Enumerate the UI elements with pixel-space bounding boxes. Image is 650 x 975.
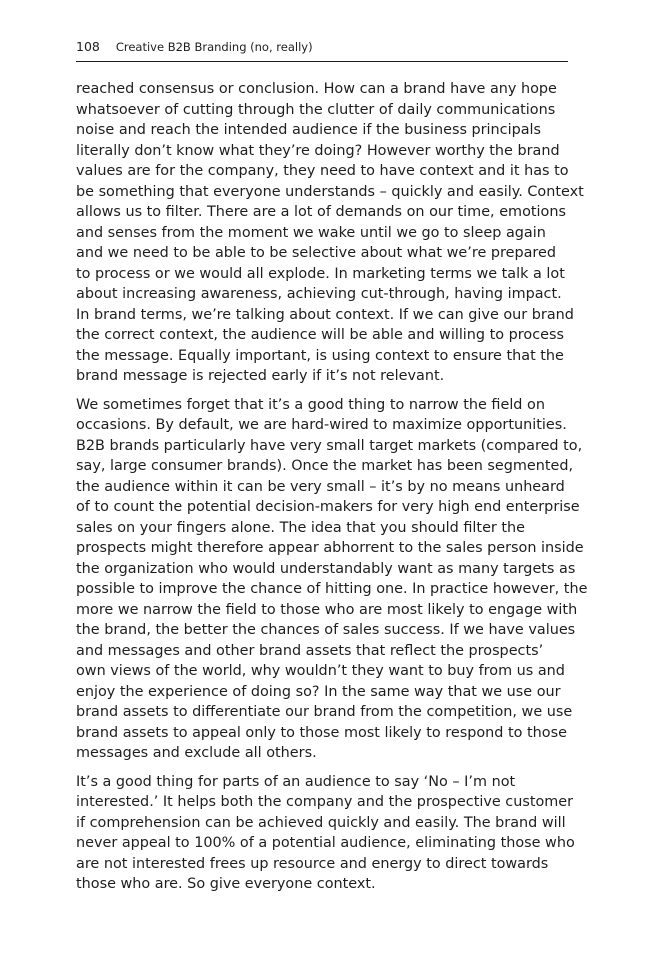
text-line: say, large consumer brands). Once the market has been segmented,	[76, 458, 574, 474]
text-line: if comprehension can be achieved quickly and easily. The brand will	[76, 814, 566, 831]
text-line: enjoy the experience of doing so? In the same way that we use our	[76, 683, 561, 700]
text-line: possible to improve the chance of hitting one. In practice however, the	[76, 581, 588, 597]
text-line: noise and reach the intended audience if the business principals	[76, 122, 542, 138]
text-line: values are for the company, they need to have context and it has to	[76, 163, 569, 179]
text-line: reached consensus or conclusion. How can a brand have any hope	[76, 81, 557, 97]
text-line: about increasing awareness, achieving cut-through, having impact.	[76, 286, 562, 302]
paragraph	[76, 395, 588, 764]
text-line: the message. Equally important, is using context to ensure that the	[76, 347, 564, 364]
text-line: the brand, the better the chances of sales success. If we have values	[76, 622, 576, 638]
text-line: interested.’ It helps both the company and the prospective customer	[76, 794, 574, 810]
text-line: those who are. So give everyone context.	[76, 876, 376, 892]
text-line: brand message is rejected early if it’s not relevant.	[76, 368, 445, 384]
text-line: B2B brands particularly have very small target markets (compared to,	[76, 437, 583, 454]
text-line: and senses from the moment we wake until we go to sleep again	[76, 224, 546, 241]
text-line: messages and exclude all others.	[76, 745, 317, 761]
text-line: and messages and other brand assets that reflect the prospects’	[76, 642, 544, 659]
text-line: to process or we would all explode. In marketing terms we talk a lot	[76, 265, 565, 282]
text-line: brand assets to appeal only to those most likely to respond to those	[76, 724, 567, 741]
text-line: whatsoever of cutting through the clutter of daily communications	[76, 101, 556, 118]
paragraph	[76, 79, 584, 387]
text-line: In brand terms, we’re talking about context. If we can give our brand	[76, 306, 574, 323]
text-line: brand assets to differentiate our brand from the competition, we use	[76, 704, 573, 720]
text-line: It’s a good thing for parts of an audience to say ‘No – I’m not	[76, 773, 516, 790]
text-line: own views of the world, why wouldn’t they want to buy from us and	[76, 663, 565, 679]
text-line: the organization who would understandably want as many targets as	[76, 560, 576, 577]
body-text	[76, 79, 588, 903]
text-line: of to count the potential decision-makers for very high end enterprise	[76, 499, 580, 515]
text-line: literally don’t know what they’re doing? However worthy the brand	[76, 142, 560, 159]
running-head	[76, 39, 568, 62]
page-number: 108	[76, 39, 100, 54]
text-line: We sometimes forget that it’s a good thing to narrow the field on	[76, 396, 545, 413]
text-line: prospects might therefore appear abhorrent to the sales person inside	[76, 540, 584, 556]
text-line: are not interested frees up resource and energy to direct towards	[76, 855, 549, 872]
text-line: allows us to filter. There are a lot of demands on our time, emotions	[76, 204, 566, 220]
text-line: and we need to be able to be selective about what we’re prepared	[76, 245, 557, 261]
paragraph	[76, 772, 575, 895]
text-line: more we narrow the field to those who are most likely to engage with	[76, 601, 578, 618]
running-title: Creative B2B Branding (no, really)	[115, 40, 313, 54]
text-line: the audience within it can be very small – it’s by no means unheard	[76, 478, 565, 495]
text-line: never appeal to 100% of a potential audience, eliminating those who	[76, 835, 575, 851]
text-line: occasions. By default, we are hard-wired to maximize opportunities.	[76, 417, 567, 433]
text-line: be something that everyone understands – quickly and easily. Context	[76, 183, 584, 200]
text-line: sales on your fingers alone. The idea that you should filter the	[76, 519, 526, 536]
text-line: the correct context, the audience will be able and willing to process	[76, 327, 564, 343]
